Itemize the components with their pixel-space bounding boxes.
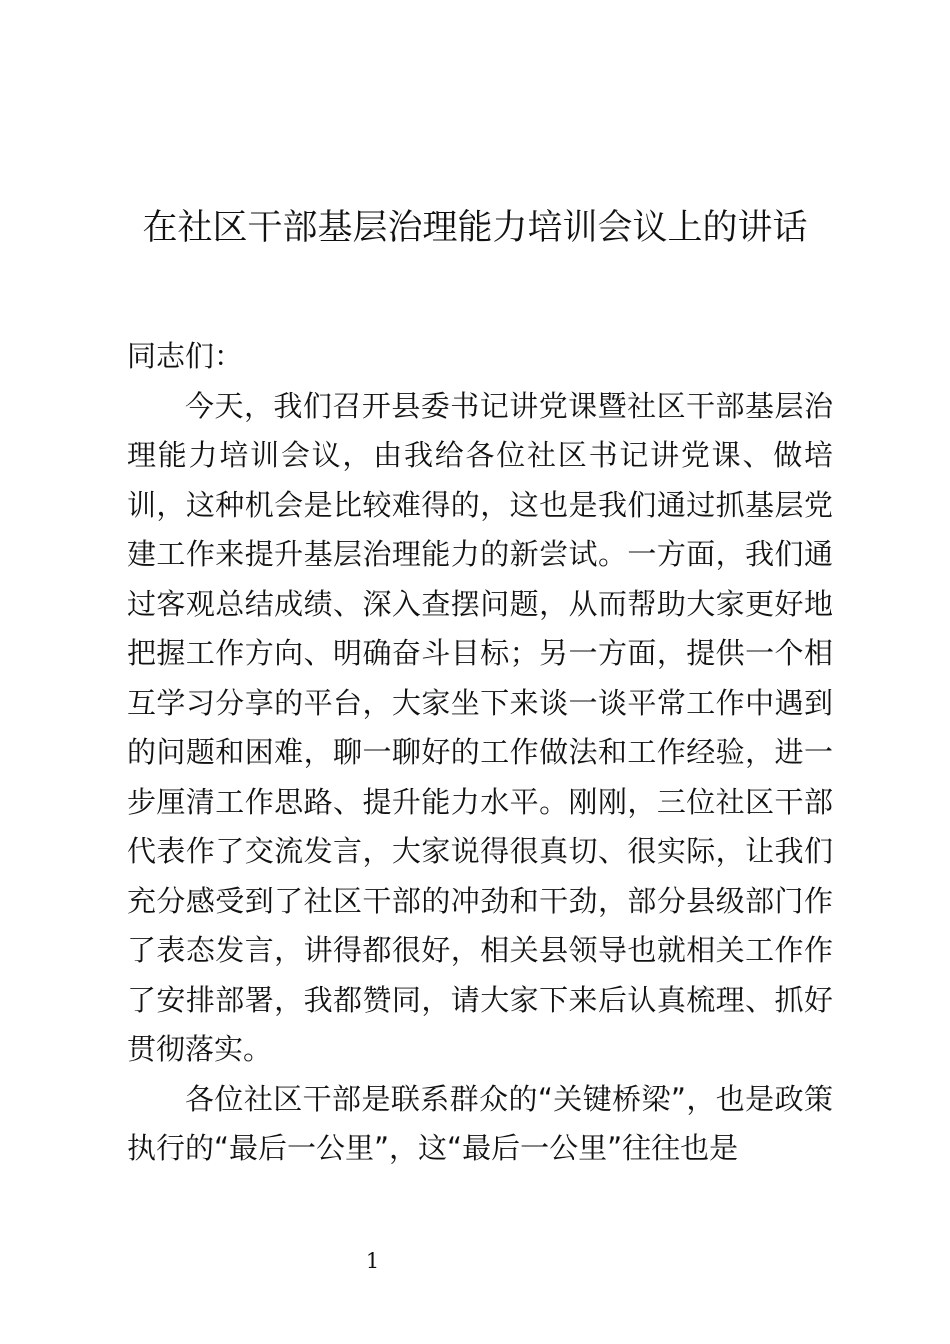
- document-body: [127, 332, 833, 1174]
- document-title: 在社区干部基层治理能力培训会议上的讲话: [142, 208, 808, 248]
- paragraph-1: 今天，我们召开县委书记讲党课暨社区干部基层治理能力培训会议，由我给各位社区书记讲党课、做培训，这种机会是比较难得的，这也是我们通过抓基层党建工作来提升基层治理能力的新尝试。一方面，我们通过客观总结成绩、深入查摆问题，从而帮助大家更好地把握工作方向、明确奋斗目标；另一方面，提供一个相互学习分享的平台，大家坐下来谈一谈平常工作中遇到的问题和困难，聊一聊好的工作做法和工作经验，进一步厘清工作思路、提升能力水平。刚刚，三位社区干部代表作了交流发言，大家说得很真切、很实际，让我们充分感受到了社区干部的冲劲和干劲，部分县级部门作了表态发言，讲得都很好，相关县领导也就相关工作作了安排部署，我都赞同，请大家下来后认真梳理、抓好贯彻落实。: [127, 388, 833, 1066]
- page-number: 1: [365, 1249, 380, 1273]
- paragraph-2: 各位社区干部是联系群众的“关键桥梁”，也是政策执行的“最后一公里”，这“最后一公里”往往也是: [127, 1081, 833, 1165]
- salutation: 同志们：: [127, 339, 244, 373]
